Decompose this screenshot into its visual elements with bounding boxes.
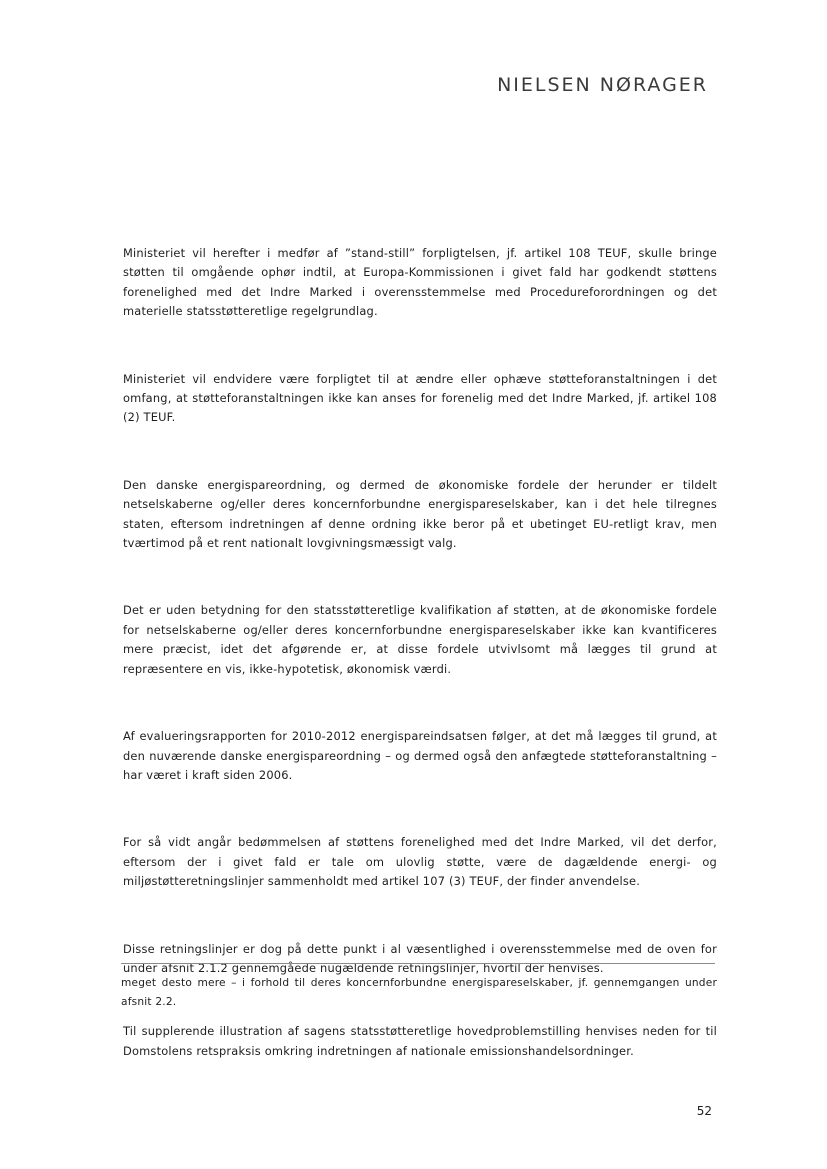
paragraph-guidelines: Disse retningslinjer er dog på dette punkt i al væsentlighed i overensstemmelse med de oven for under afsnit 2.1.2 gennemgåede nugældende retningslinjer, hvortil der henvises. [123, 941, 717, 975]
paragraph-standstill: Ministeriet vil herefter i medfør af ”stand-still” forpligtelsen, jf. artikel 108 TEUF, skulle bringe støtten til omgående ophør indtil, at Europa-Kommissionen i givet fald har godkendt støttens forenelighed med det Indre Marked i overensstemmelse med Procedureforordningen og det materielle statsstøtteretlige regelgrundlag. [123, 246, 717, 319]
paragraph-evaluation-report: Af evalueringsrapporten for 2010-2012 energispareindsatsen følger, at det må lægges til grund, at den nuværende danske energispareordning – og dermed også den anfægtede støtteforanstaltning – har været i kraft siden 2006. [123, 729, 717, 782]
firm-logo-text: NIELSEN NØRAGER [497, 74, 708, 96]
page-number: 52 [696, 1104, 712, 1118]
paragraph-compatibility: For så vidt angår bedømmelsen af støttens forenelighed med det Indre Marked, vil det derfor, eftersom der i givet fald er tale om ulovlig støtte, være de dagældende energi- og miljøstøtteretningslinjer sammenholdt med artikel 107 (3) TEUF, der finder anvendelse. [123, 835, 717, 889]
paragraph-change-or-repeal: Ministeriet vil endvidere være forpligtet til at ændre eller ophæve støtteforanstaltningen i det omfang, at støtteforanstaltningen ikke kan anses for forenelig med det Indre Marked, jf. artikel 108 (2) TEUF. [123, 371, 717, 425]
paragraph-case-law: Til supplerende illustration af sagens statsstøtteretlige hovedproblemstilling henvises neden for til Domstolens retspraksis omkring indretningen af nationale emissionshandelsordninger. [123, 1024, 717, 1058]
paragraph-quantification: Det er uden betydning for den statsstøtteretlige kvalifikation af støtten, at de økonomiske fordele for netselskaberne og/eller deres koncernforbundne energispareselskaber ikke kan kvantificeres mere præcist, idet det afgørende er, at disse fordele utvivlsomt må lægges til grund at repræsentere en vis, ikke-hypotetisk, økonomisk værdi. [123, 603, 717, 676]
paragraph-energy-saving-scheme: Den danske energispareordning, og dermed de økonomiske fordele der herunder er tildelt netselskaberne og/eller deres koncernforbundne energispareselskaber, kan i det hele tilregnes staten, eftersom indretningen af denne ordning ikke beror på et ubetinget EU-retligt krav, men tværtimod på et rent nationalt lovgivningsmæssigt valg. [123, 477, 717, 551]
footnote-divider [121, 963, 715, 964]
footnote-text: meget desto mere – i forhold til deres koncernforbundne energispareselskaber, jf. gennemgangen under afsnit 2.2. [121, 977, 717, 1008]
